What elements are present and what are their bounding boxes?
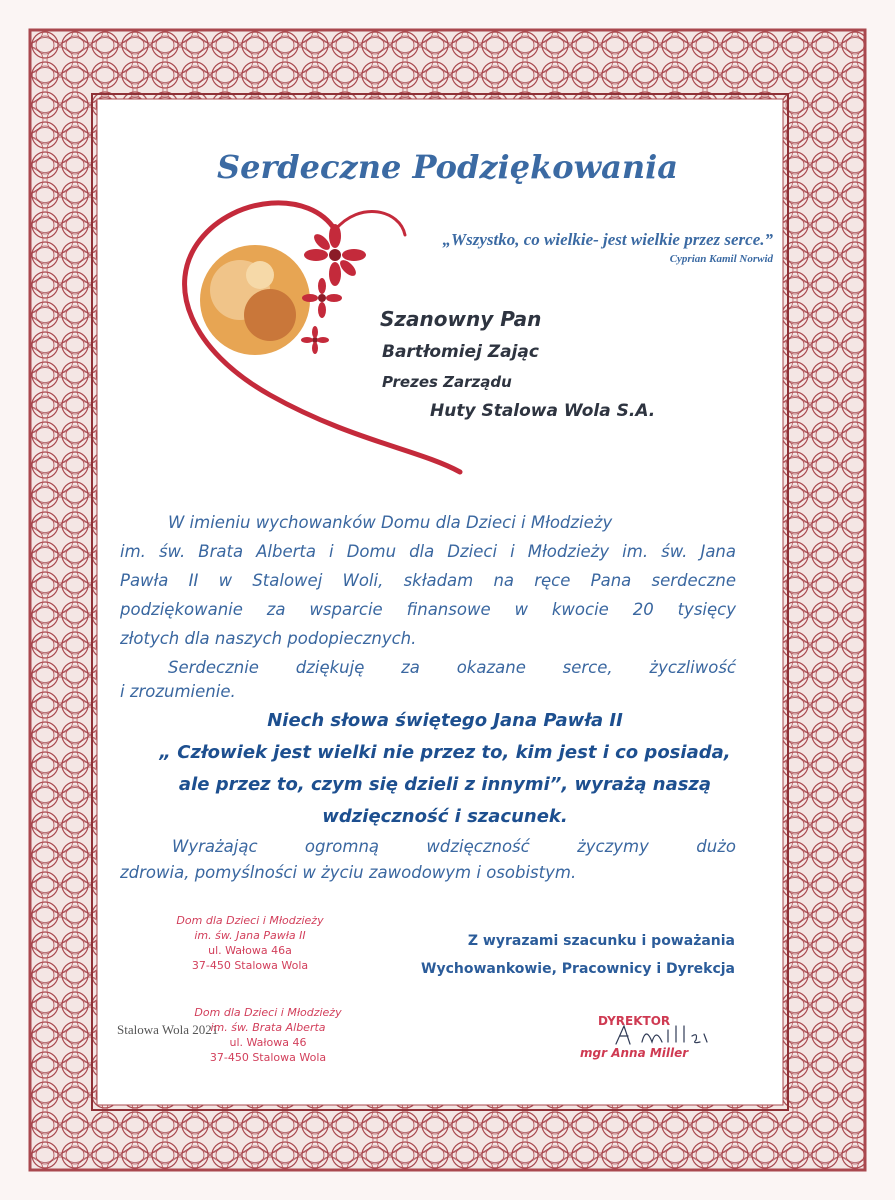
closing-line: Wychowankowie, Pracownicy i Dyrekcja [421,961,735,977]
page-title: Serdeczne Podziękowania [216,148,679,186]
director-signature [612,1022,712,1048]
motto-quote: „Wszystko, co wielkie- jest wielkie przez serce.” [442,230,773,249]
body-line: Serdecznie dziękuję za okazane serce, życzliwość [168,658,736,677]
motto-author: Cyprian Kamil Norwid [669,253,773,265]
flower-icon [301,224,366,354]
body-line: Pawła II w Stalowej Woli, składam na ręce Pana serdeczne [120,571,736,590]
body-line: W imieniu wychowanków Domu dla Dzieci i Młodzieży [168,513,613,532]
body-line: Wyrażając ogromną wdzięczność życzymy dużo [172,837,736,856]
institution-stamp [163,1005,373,1065]
institution-stamp [145,913,355,973]
stamp-line: 37-450 Stalowa Wola [191,959,309,972]
stamp-line: im. św. Brata Alberta [210,1021,326,1034]
body-line: im. św. Brata Alberta i Domu dla Dzieci i Młodzieży im. św. Jana [120,542,736,561]
addressee-name: Bartłomiej Zając [382,342,539,362]
addressee-position: Prezes Zarządu [382,373,512,391]
jp2-quote-line: ale przez to, czym się dzieli z innymi”, wyrażą naszą [178,774,712,795]
stamp-line: ul. Wałowa 46a [208,944,292,957]
salutation: Szanowny Pan [380,307,542,331]
body-line: podziękowanie za wsparcie finansowe w kwocie 20 tysięcy [120,600,736,619]
stamp-line: 37-450 Stalowa Wola [209,1051,327,1064]
director-title: DYREKTOR [598,1014,671,1028]
jp2-quote-line: Niech słowa świętego Jana Pawła II [267,710,623,731]
director-name: mgr Anna Miller [580,1046,689,1060]
addressee-company: Huty Stalowa Wola S.A. [430,401,656,421]
body-line: i zrozumienie. [120,682,236,701]
heart-illustration [160,190,480,480]
jp2-quote-line: wdzięczność i szacunek. [322,806,568,827]
place-date: Stalowa Wola 2021 [117,1022,219,1037]
body-line: złotych dla naszych podopiecznych. [120,629,417,648]
stamp-line: Dom dla Dzieci i Młodzieży [194,1006,342,1019]
stamp-line: im. św. Jana Pawła II [194,929,306,942]
jp2-quote-line: „ Człowiek jest wielki nie przez to, kim jest i co posiada, [159,742,731,763]
stamp-line: ul. Wałowa 46 [229,1036,307,1049]
closing-line: Z wyrazami szacunku i poważania [467,933,735,949]
body-line: zdrowia, pomyślności w życiu zawodowym i osobistym. [120,863,577,882]
stamp-line: Dom dla Dzieci i Młodzieży [176,914,324,927]
